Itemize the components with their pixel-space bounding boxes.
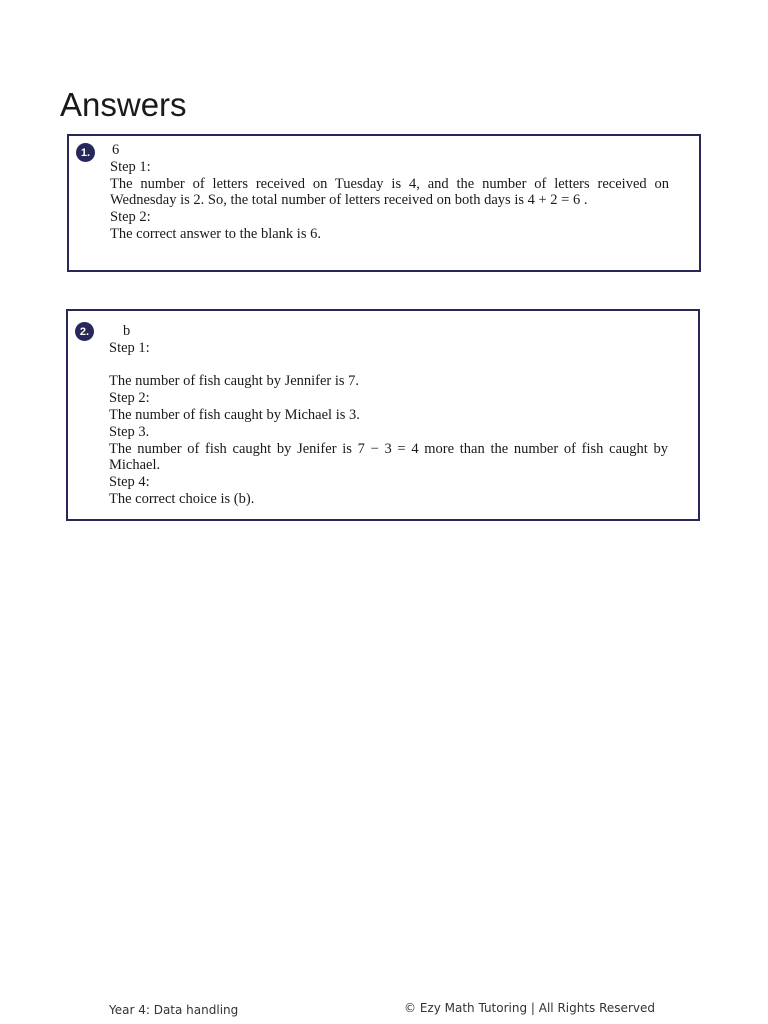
answer-box-2 [66, 309, 700, 521]
answer-content [110, 142, 669, 243]
step-label: Step 1: [109, 339, 150, 356]
answer-value: b [123, 323, 131, 339]
step-label: Step 4: [109, 474, 150, 491]
answer-content [109, 323, 668, 508]
step-text: The number of letters received on Tuesday is 4, and the number of letters received on Wednesday is 2. So, the total number of letters received on both days is 4 + 2 = 6 . [110, 175, 669, 209]
step-label: Step 2: [109, 390, 150, 407]
step-text: The number of fish caught by Michael is 3. [109, 406, 360, 423]
step-label: Step 1: [110, 158, 151, 175]
footer-course-label: Year 4: Data handling [109, 1003, 239, 1017]
step-label: Step 2: [110, 209, 151, 226]
page-title: Answers [60, 86, 187, 123]
step-label: Step 3. [109, 423, 150, 440]
answer-value: 6 [112, 142, 120, 158]
step-text: The number of fish caught by Jenifer is 7 − 3 = 4 more than the number of fish caught by Michael. [109, 440, 668, 474]
question-number-badge: 2. [75, 322, 94, 341]
step-text: The correct answer to the blank is 6. [110, 225, 321, 242]
step-text: The correct choice is (b). [109, 490, 255, 507]
footer-copyright: © Ezy Math Tutoring | All Rights Reserved [404, 1001, 655, 1015]
step-text: The number of fish caught by Jennifer is 7. [109, 373, 360, 390]
question-number-badge: 1. [76, 143, 95, 162]
answer-box-1 [67, 134, 701, 272]
blank-line [109, 357, 668, 374]
